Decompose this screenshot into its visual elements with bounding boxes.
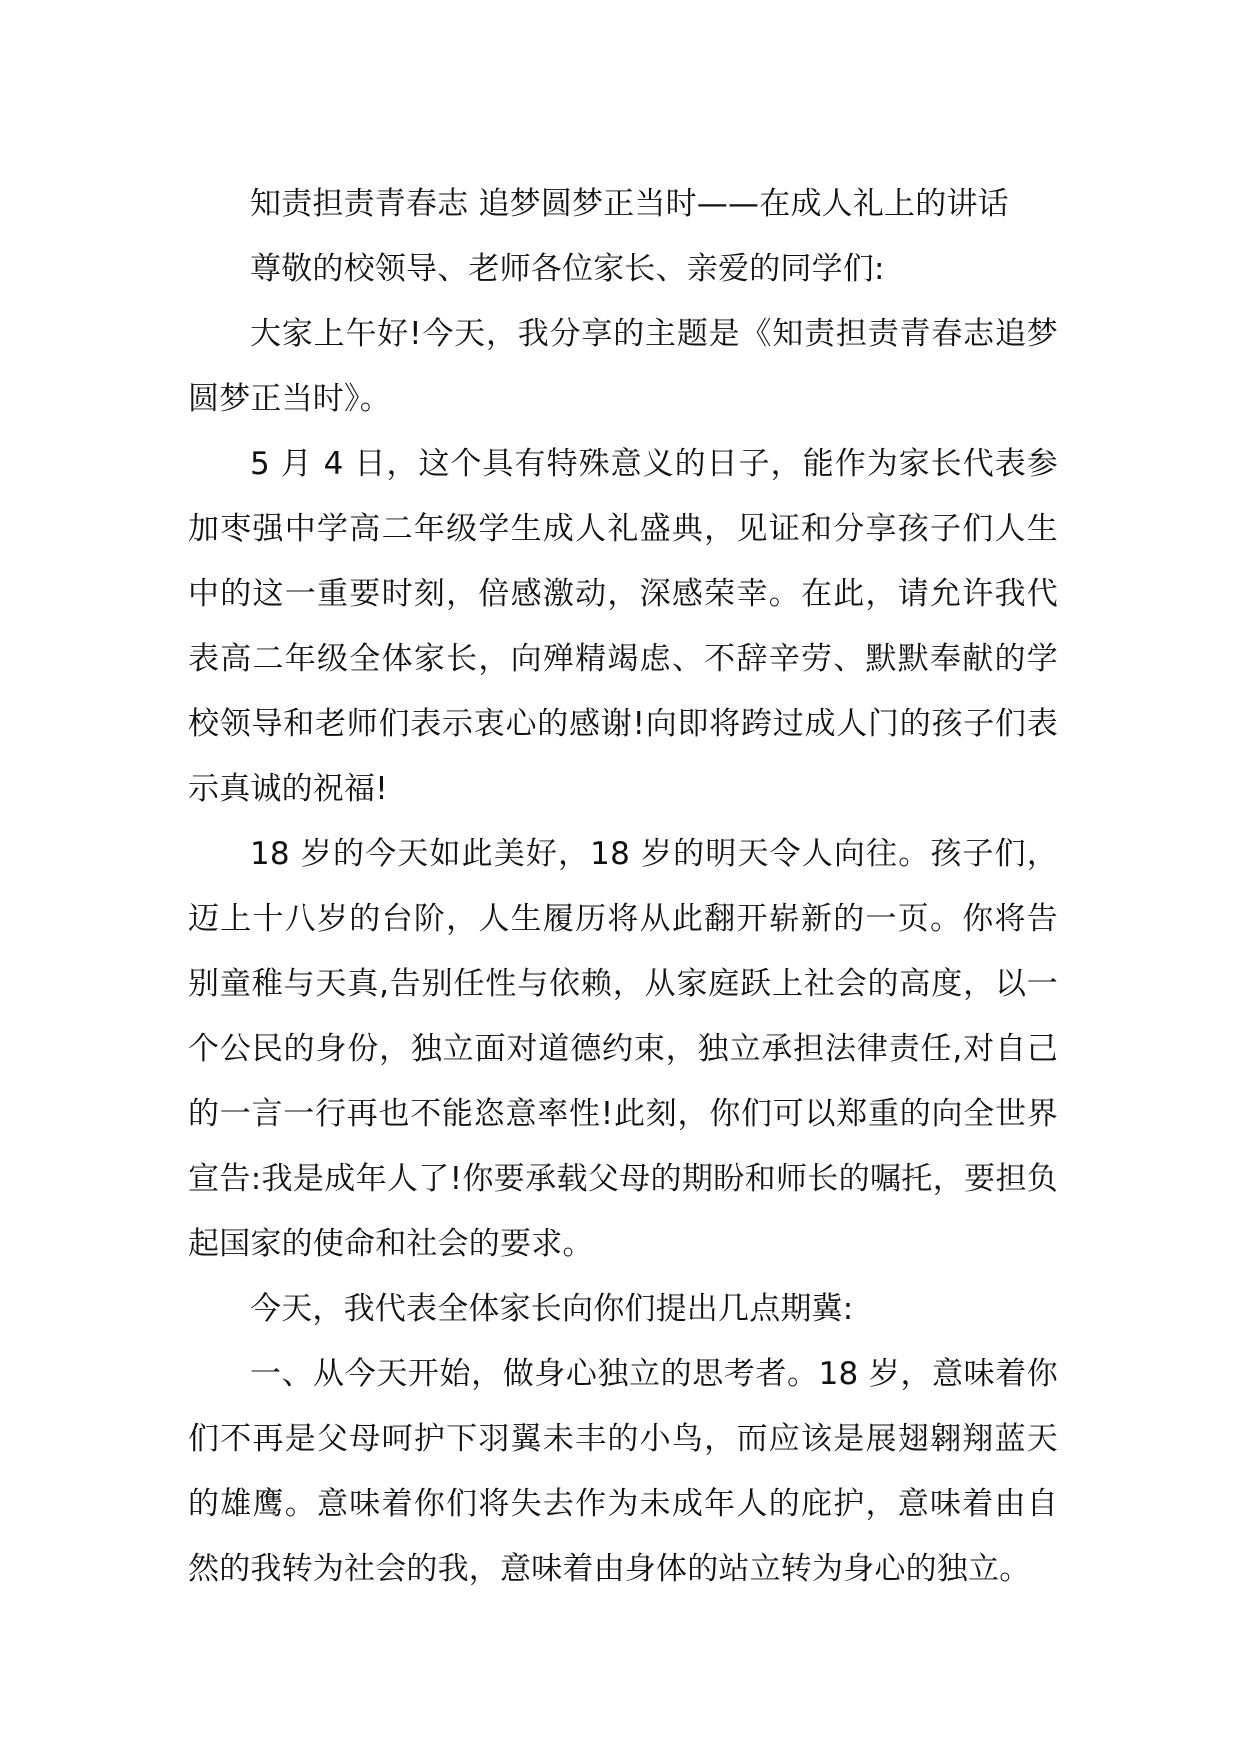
paragraph: 18 岁的今天如此美好，18 岁的明天令人向往。孩子们，迈上十八岁的台阶，人生履历将从此翻开崭新的一页。你将告别童稚与天真,告别任性与依赖，从家庭跃上社会的高度，以一个公民的身份，独立面对道德约束，独立承担法律责任,对自己的一言一行再也不能恣意率性!此刻，你们可以郑重的向全世界宣告:我是成年人了!你要承载父母的期盼和师长的嘱托，要担负起国家的使命和社会的要求。 [188,836,1058,1262]
paragraph: 大家上午好!今天，我分享的主题是《知责担责青春志追梦圆梦正当时》。 [188,316,1058,417]
document-body [188,172,1058,1602]
speech-title: 知责担责青春志 追梦圆梦正当时——在成人礼上的讲话 [250,186,1009,222]
salutation: 尊敬的校领导、老师各位家长、亲爱的同学们: [250,251,885,287]
paragraph: 今天，我代表全体家长向你们提出几点期冀: [250,1291,854,1327]
paragraph: 一、从今天开始，做身心独立的思考者。18 岁，意味着你们不再是父母呵护下羽翼未丰的小鸟，而应该是展翅翱翔蓝天的雄鹰。意味着你们将失去作为未成年人的庇护，意味着由自然的我转为社会的我，意味着由身体的站立转为身心的独立。 [188,1356,1058,1587]
paragraph: 5 月 4 日，这个具有特殊意义的日子，能作为家长代表参加枣强中学高二年级学生成人礼盛典，见证和分享孩子们人生中的这一重要时刻，倍感激动，深感荣幸。在此，请允许我代表高二年级全体家长，向殚精竭虑、不辞辛劳、默默奉献的学校领导和老师们表示衷心的感谢!向即将跨过成人门的孩子们表示真诚的祝福! [188,446,1058,807]
